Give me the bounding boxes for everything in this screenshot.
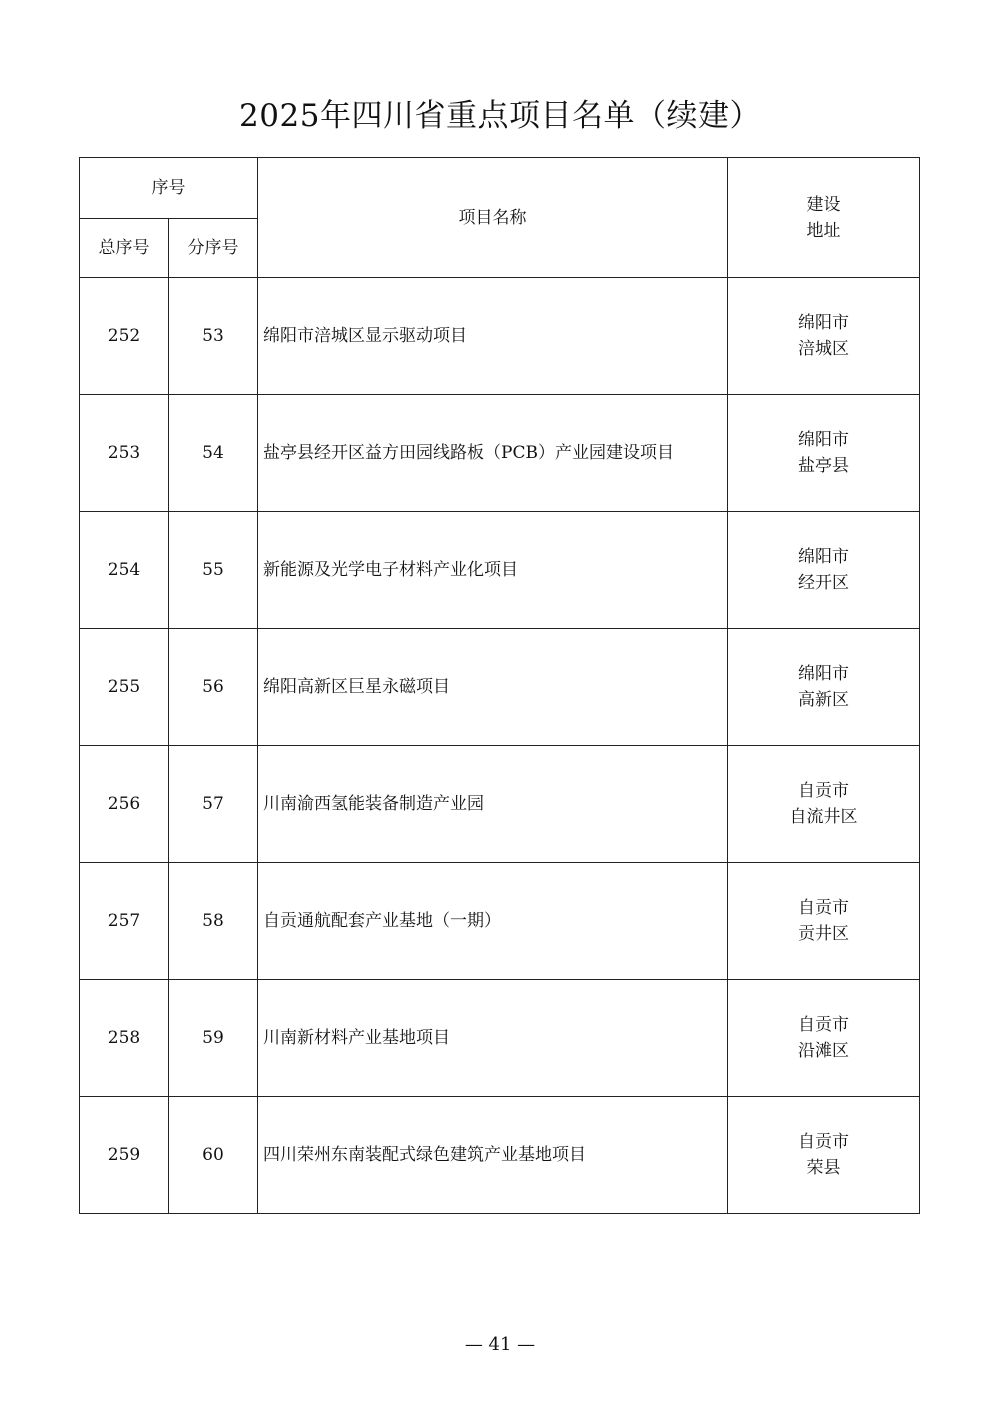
location-city: 自贡市 bbox=[798, 781, 849, 801]
project-name-cell: 新能源及光学电子材料产业化项目 bbox=[258, 512, 728, 629]
total-serial-cell: 256 bbox=[80, 746, 169, 863]
total-serial-cell: 255 bbox=[80, 629, 169, 746]
header-location-line1: 建设 bbox=[806, 194, 841, 215]
location-cell bbox=[728, 863, 920, 980]
location-city: 绵阳市 bbox=[798, 664, 849, 684]
total-serial-cell: 254 bbox=[80, 512, 169, 629]
location-district: 沿滩区 bbox=[798, 1041, 849, 1061]
total-serial-cell: 257 bbox=[80, 863, 169, 980]
location-cell bbox=[728, 629, 920, 746]
header-location-line2: 地址 bbox=[806, 220, 841, 241]
location-district: 经开区 bbox=[798, 573, 849, 593]
table-row bbox=[80, 980, 920, 1097]
location-district: 荣县 bbox=[806, 1158, 841, 1178]
table-row bbox=[80, 395, 920, 512]
table-row bbox=[80, 629, 920, 746]
location-city: 绵阳市 bbox=[798, 547, 849, 567]
project-name-cell: 川南渝西氢能装备制造产业园 bbox=[258, 746, 728, 863]
table-row bbox=[80, 1097, 920, 1214]
sub-serial-cell: 55 bbox=[169, 512, 258, 629]
sub-serial-cell: 59 bbox=[169, 980, 258, 1097]
project-name-cell: 盐亭县经开区益方田园线路板（PCB）产业园建设项目 bbox=[258, 395, 728, 512]
location-city: 绵阳市 bbox=[798, 430, 849, 450]
header-location bbox=[728, 158, 920, 278]
total-serial-cell: 259 bbox=[80, 1097, 169, 1214]
location-cell bbox=[728, 512, 920, 629]
location-cell bbox=[728, 278, 920, 395]
sub-serial-cell: 56 bbox=[169, 629, 258, 746]
sub-serial-cell: 54 bbox=[169, 395, 258, 512]
location-district: 涪城区 bbox=[798, 339, 849, 359]
total-serial-cell: 252 bbox=[80, 278, 169, 395]
location-district: 高新区 bbox=[798, 690, 849, 710]
location-cell bbox=[728, 980, 920, 1097]
total-serial-cell: 258 bbox=[80, 980, 169, 1097]
sub-serial-cell: 58 bbox=[169, 863, 258, 980]
sub-serial-cell: 57 bbox=[169, 746, 258, 863]
sub-serial-cell: 60 bbox=[169, 1097, 258, 1214]
table-row bbox=[80, 512, 920, 629]
project-name-cell: 绵阳市涪城区显示驱动项目 bbox=[258, 278, 728, 395]
location-city: 自贡市 bbox=[798, 1015, 849, 1035]
location-city: 自贡市 bbox=[798, 898, 849, 918]
table-row bbox=[80, 863, 920, 980]
header-serial-group: 序号 bbox=[80, 158, 258, 219]
location-district: 贡井区 bbox=[798, 924, 849, 944]
project-name-cell: 绵阳高新区巨星永磁项目 bbox=[258, 629, 728, 746]
table-header-row bbox=[80, 158, 920, 219]
project-name-cell: 自贡通航配套产业基地（一期） bbox=[258, 863, 728, 980]
location-cell bbox=[728, 1097, 920, 1214]
location-cell bbox=[728, 395, 920, 512]
page-title: 2025年四川省重点项目名单（续建） bbox=[239, 98, 761, 134]
location-city: 绵阳市 bbox=[798, 313, 849, 333]
table-row bbox=[80, 746, 920, 863]
header-project-name: 项目名称 bbox=[258, 158, 728, 278]
location-district: 盐亭县 bbox=[798, 456, 849, 476]
location-cell bbox=[728, 746, 920, 863]
table-row bbox=[80, 278, 920, 395]
total-serial-cell: 253 bbox=[80, 395, 169, 512]
project-table bbox=[79, 157, 920, 1214]
sub-serial-cell: 53 bbox=[169, 278, 258, 395]
location-district: 自流井区 bbox=[789, 807, 858, 827]
location-city: 自贡市 bbox=[798, 1132, 849, 1152]
project-name-cell: 四川荣州东南装配式绿色建筑产业基地项目 bbox=[258, 1097, 728, 1214]
page-number: — 41 — bbox=[464, 1334, 536, 1355]
header-total-serial: 总序号 bbox=[80, 219, 169, 278]
project-name-cell: 川南新材料产业基地项目 bbox=[258, 980, 728, 1097]
header-sub-serial: 分序号 bbox=[169, 219, 258, 278]
